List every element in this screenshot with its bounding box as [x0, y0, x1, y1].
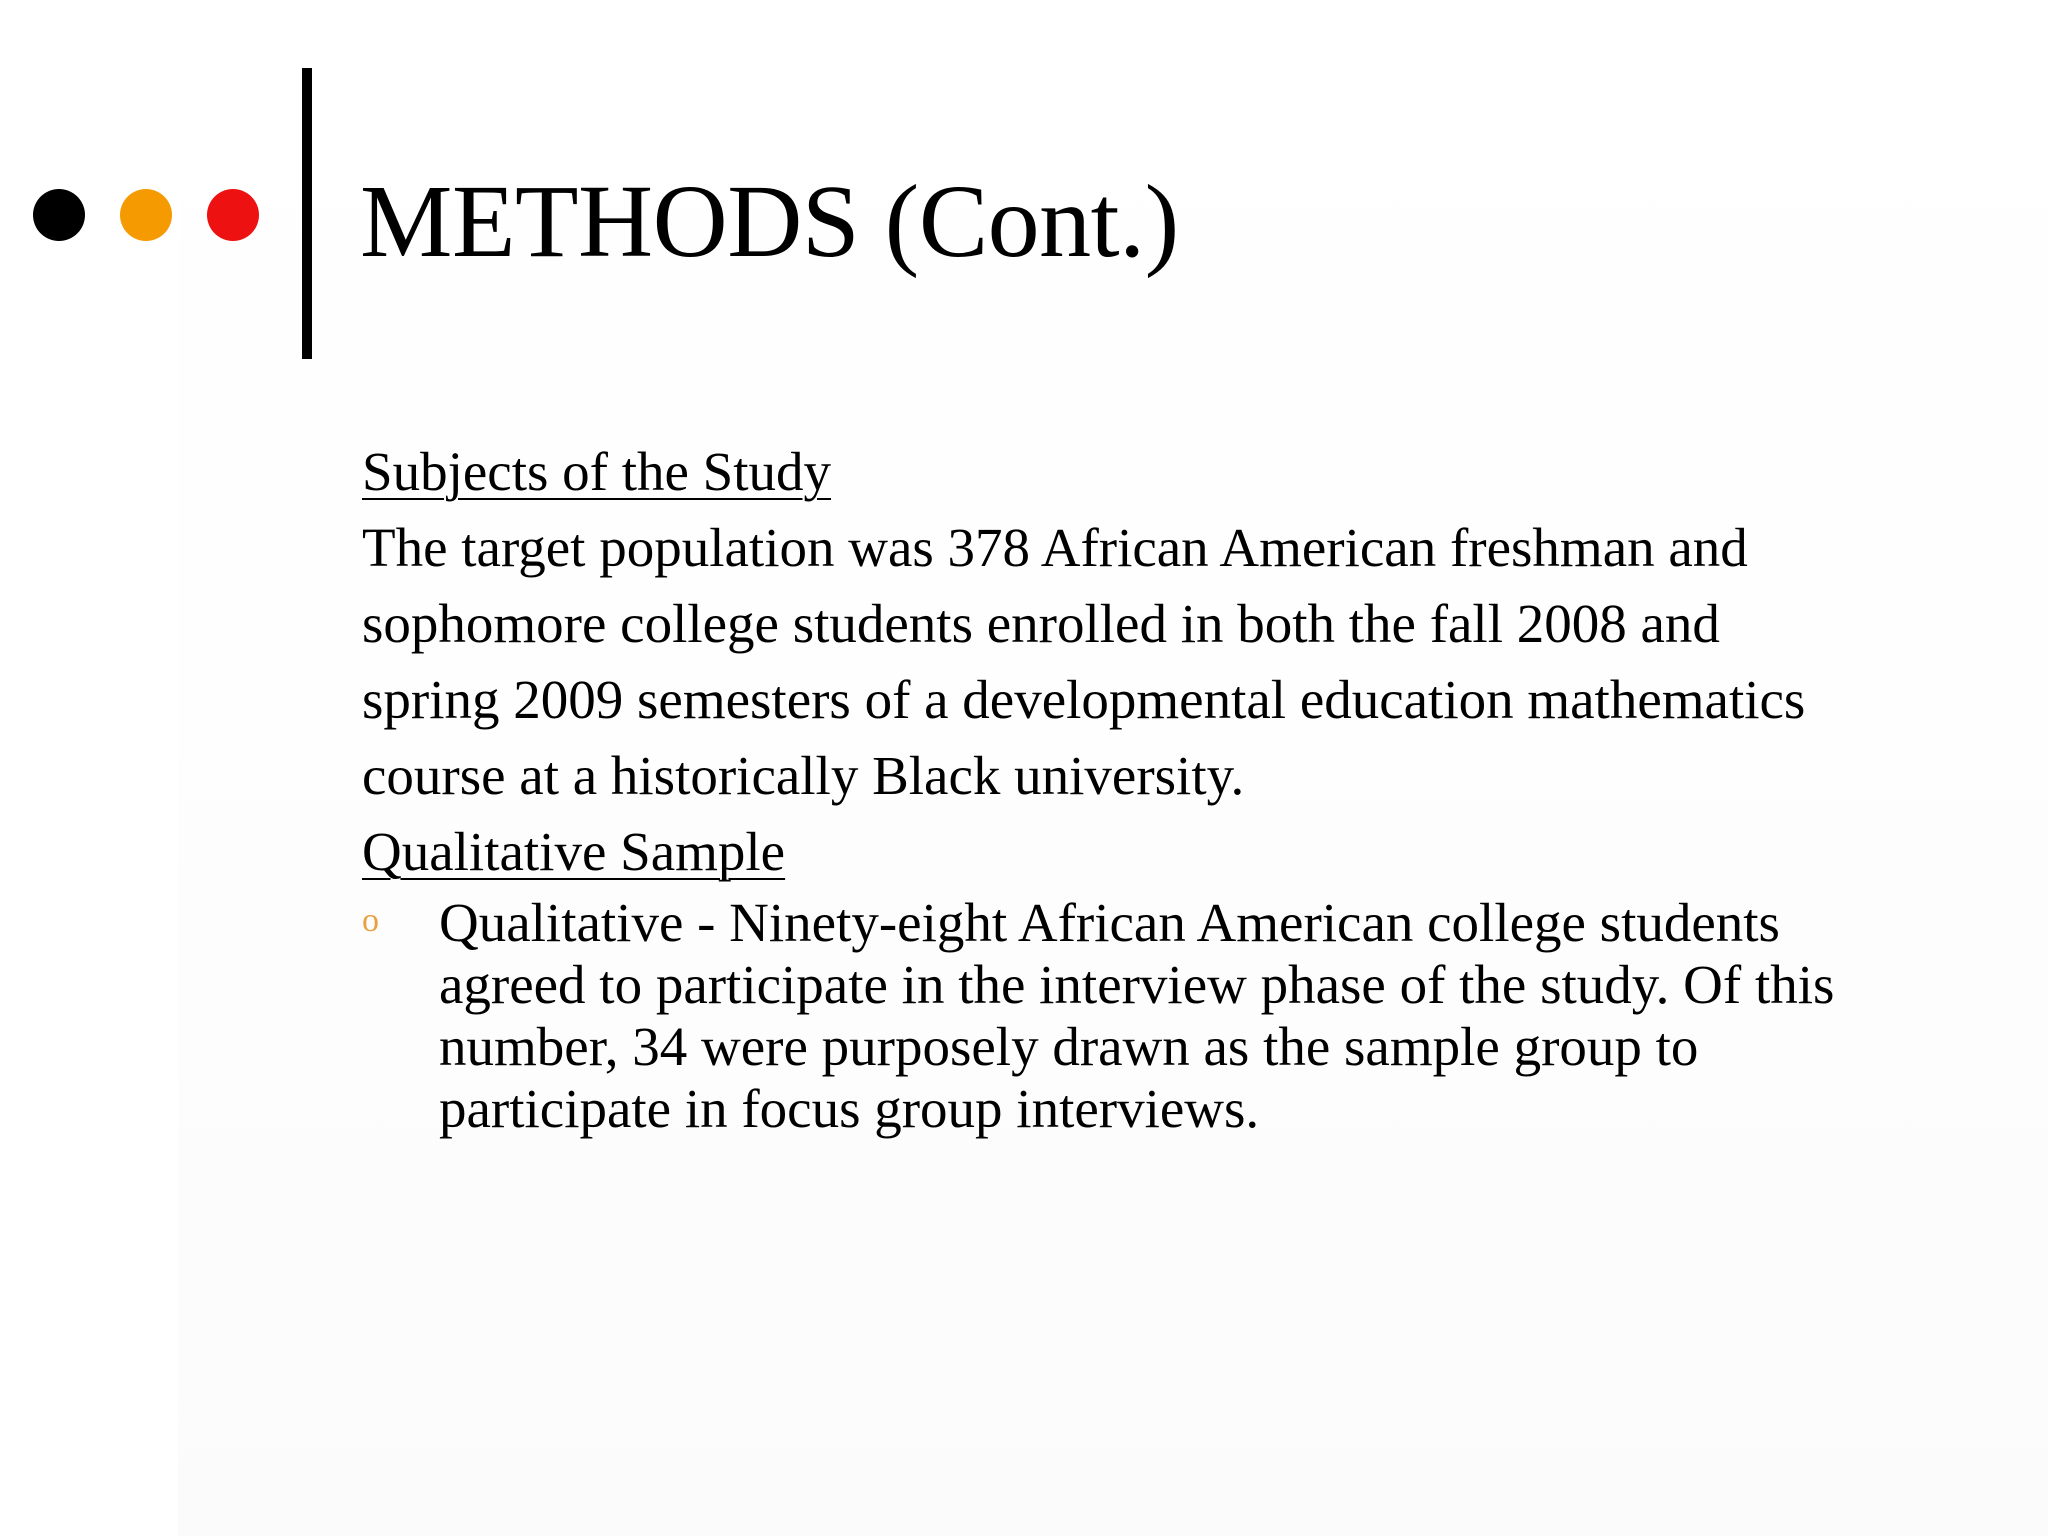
qualitative-bullet-line-1: Qualitative - Ninety-eight African American college students	[439, 892, 1780, 953]
black-dot-decoration	[33, 189, 85, 241]
qualitative-bullet-line-4: participate in focus group interviews.	[439, 1078, 1260, 1139]
orange-dot-decoration	[120, 189, 172, 241]
subjects-paragraph-line-1: The target population was 378 African American freshman and	[362, 517, 1748, 578]
subjects-paragraph-line-2: sophomore college students enrolled in both the fall 2008 and	[362, 593, 1720, 654]
subjects-paragraph-line-3: spring 2009 semesters of a developmental education mathematics	[362, 669, 1806, 730]
qualitative-bullet-line-2: agreed to participate in the interview phase of the study. Of this	[439, 954, 1835, 1015]
bullet-marker-icon: o	[362, 902, 379, 939]
slide-title: METHODS (Cont.)	[360, 164, 1179, 279]
title-divider-line	[302, 68, 312, 359]
subjects-paragraph-line-4: course at a historically Black university.	[362, 745, 1245, 806]
section-heading-qualitative: Qualitative Sample	[362, 821, 786, 882]
red-dot-decoration	[207, 189, 259, 241]
qualitative-bullet-line-3: number, 34 were purposely drawn as the sample group to	[439, 1016, 1699, 1077]
section-heading-subjects: Subjects of the Study	[362, 441, 832, 502]
qualitative-bullet-item	[439, 892, 1999, 1140]
